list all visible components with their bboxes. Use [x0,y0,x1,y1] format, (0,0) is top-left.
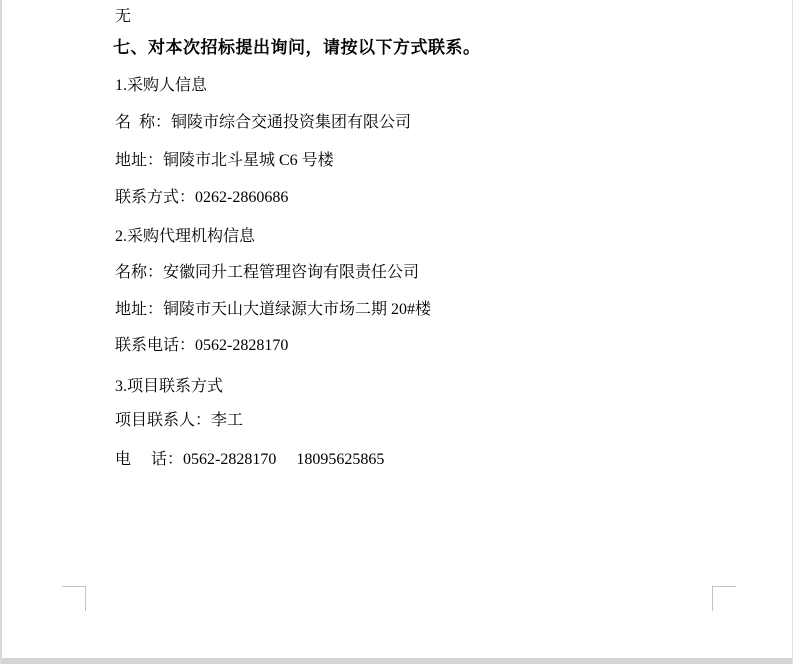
subheading-project-contact: 3.项目联系方式 [115,378,224,395]
subheading-agency-info: 2.采购代理机构信息 [115,228,256,245]
crop-mark-right-icon [712,586,736,611]
line-project-contact-person: 项目联系人：李工 [115,412,244,429]
line-purchaser-contact: 联系方式：0262-2860686 [115,189,289,206]
paragraph-none: 无 [115,8,132,25]
line-agency-name: 名称：安徽同升工程管理咨询有限责任公司 [115,264,420,281]
crop-mark-left-icon [62,586,86,611]
line-agency-phone: 联系电话：0562-2828170 [115,337,289,354]
page-bottom-gap [2,658,792,664]
line-project-phone: 电 话：0562-2828170 18095625865 [115,451,385,468]
heading-inquiry-contact: 七、对本次招标提出询问，请按以下方式联系。 [113,38,481,57]
line-agency-address: 地址：铜陵市天山大道绿源大市场二期 20#楼 [115,301,432,318]
subheading-purchaser-info: 1.采购人信息 [115,77,208,94]
line-purchaser-name: 名 称：铜陵市综合交通投资集团有限公司 [115,114,412,131]
line-purchaser-address: 地址：铜陵市北斗星城 C6 号楼 [115,152,334,169]
